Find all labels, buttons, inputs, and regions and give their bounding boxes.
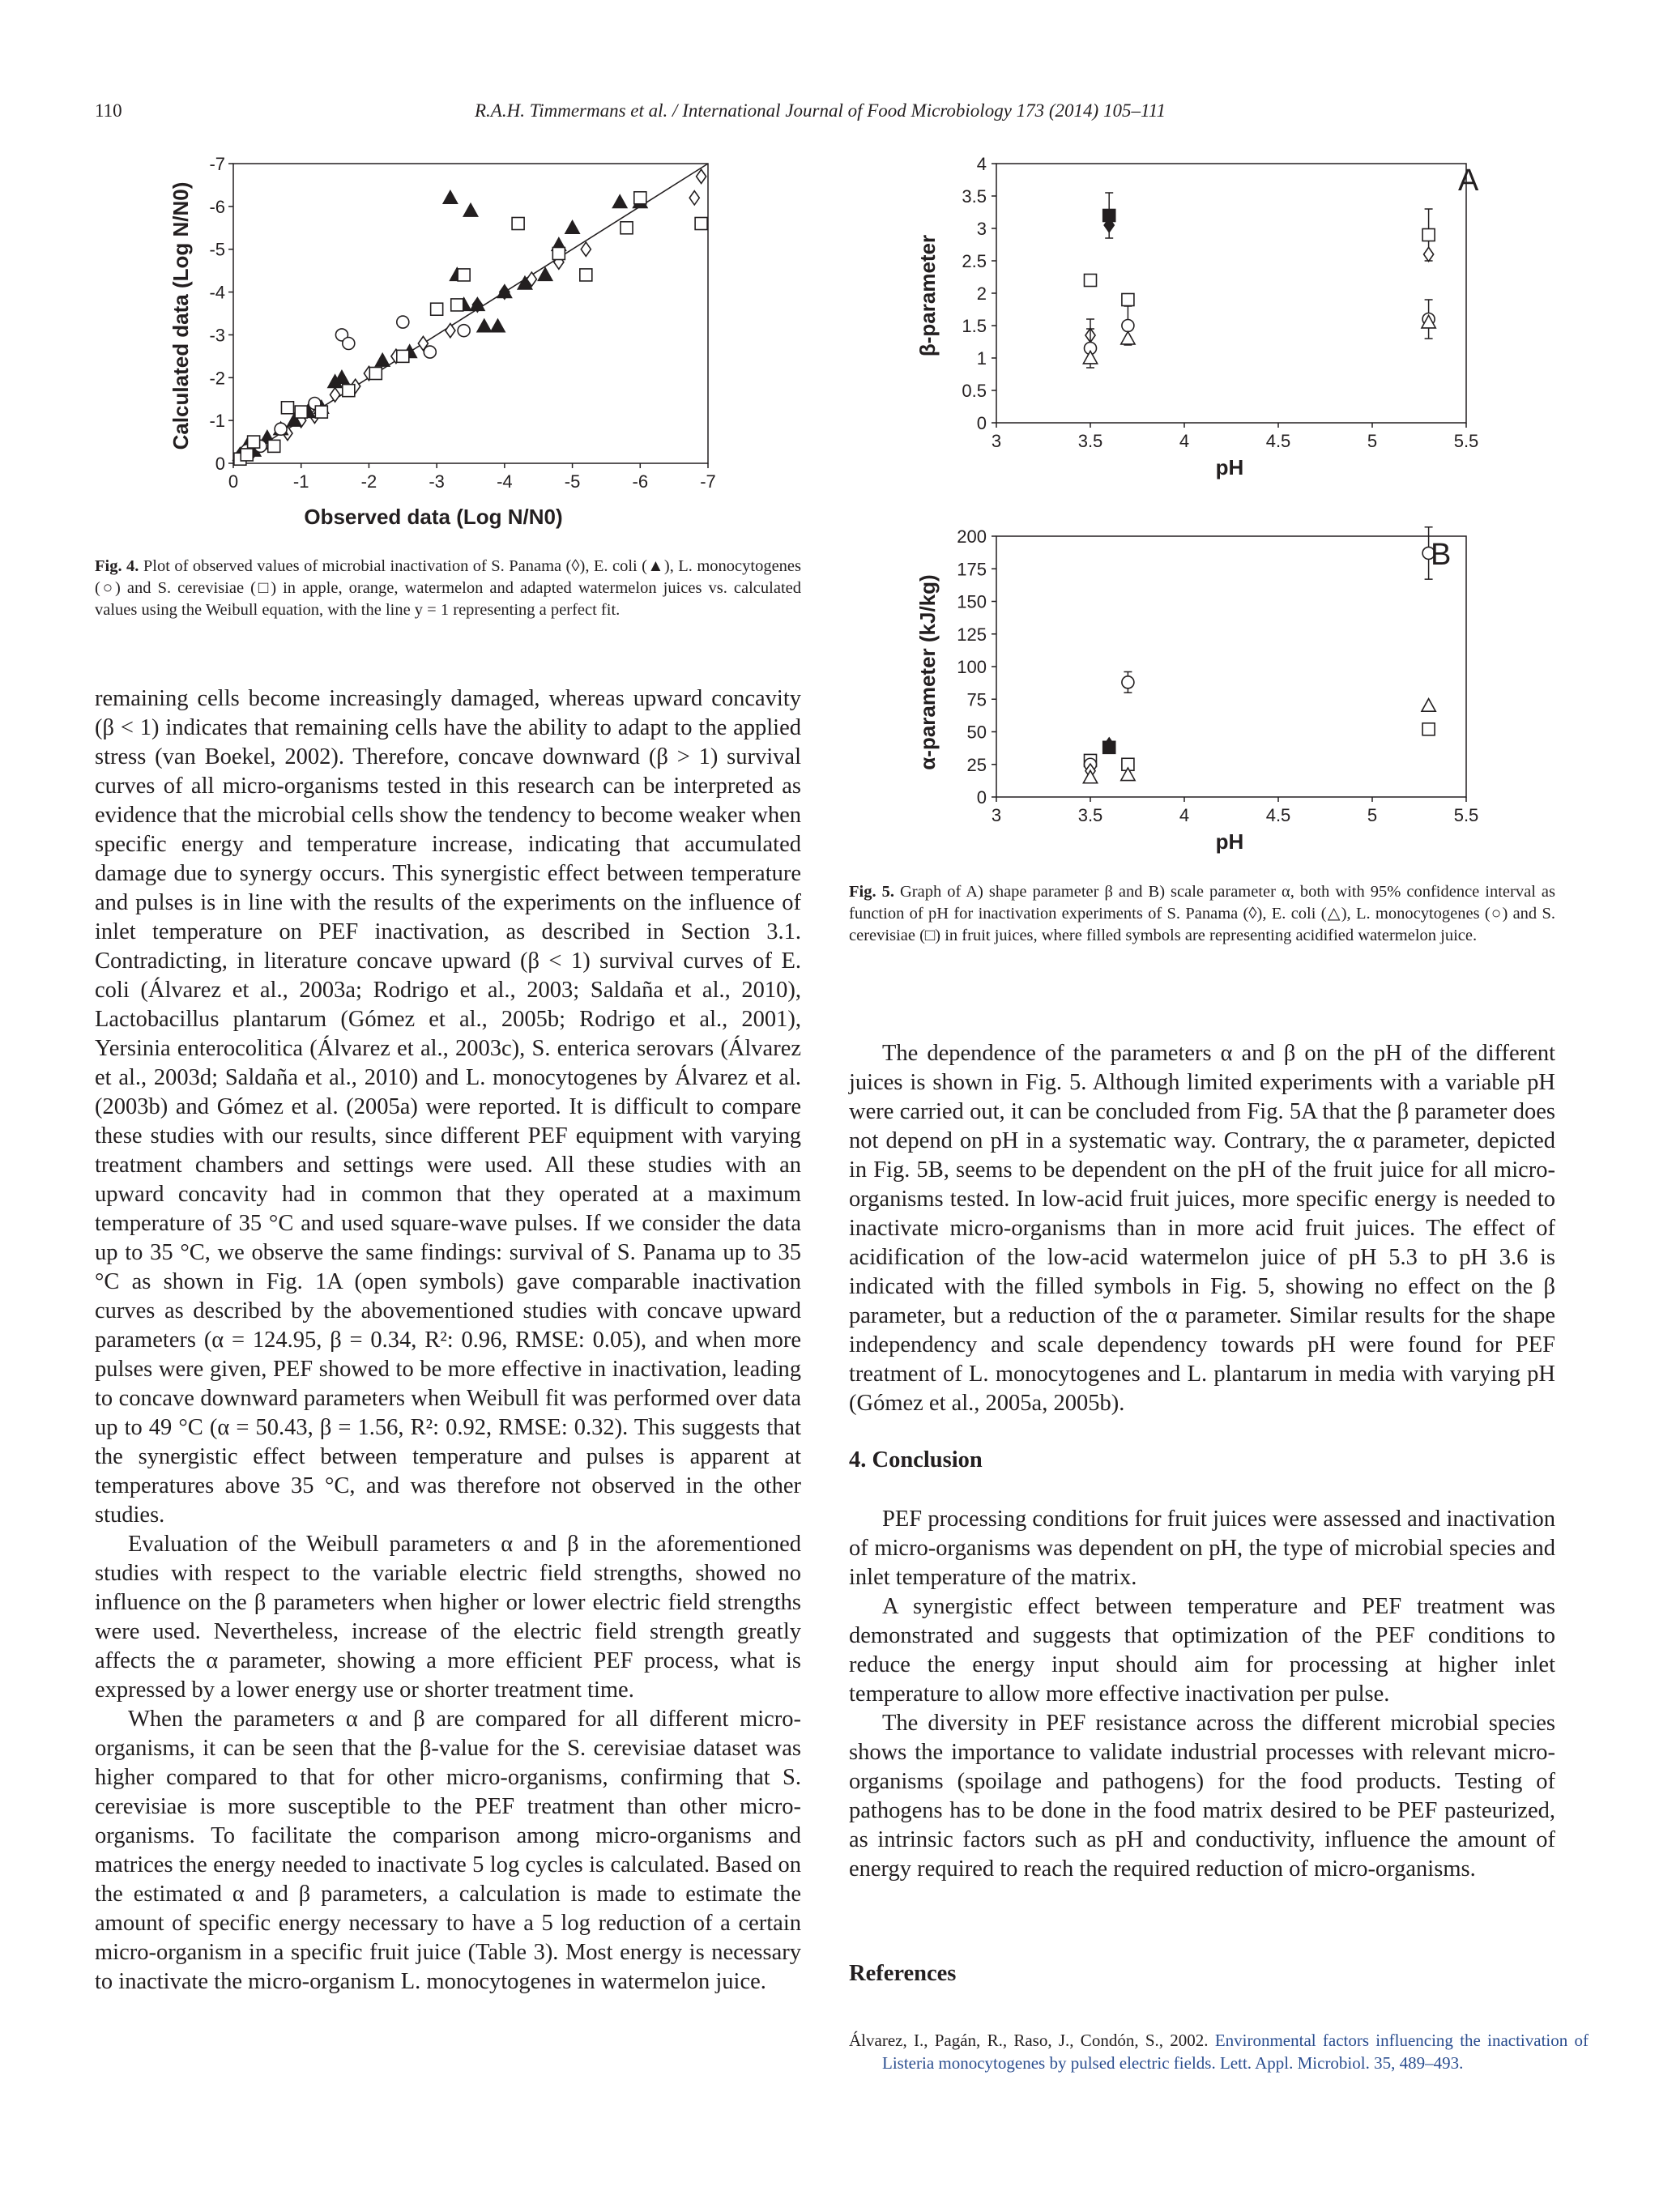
y-tick-label: 4 [976,154,987,174]
y-tick-label: 2 [976,283,987,304]
y-tick-label: -3 [209,325,225,346]
right-paragraph-1: The dependence of the parameters α and β on the pH of the different juices is shown in Fig. 5. Although limited experiments with a variable pH were carried out, it can be concluded from Fig. 5A that the β parameter does not depend on pH in a systematic way. Contrary, the α parameter, depicted in Fig. 5B, seems to be dependent on the pH of the fruit juice for all micro-organisms tested. In low-acid fruit juices, more specific energy is needed to inactivate micro-organisms than in more acid fruit juices. The effect of acidification of the low-acid watermelon juice of pH 5.3 to pH 3.6 is indicated with the filled symbols in Fig. 5, showing no effect on the β parameter, but a reduction of the α parameter. Similar results for the shape independency and scale dependency towards pH were found for PEF treatment of L. monocytogenes and L. plantarum in media with varying pH (Gómez et al., 2005a, 2005b). [849,1041,1555,1416]
left-paragraph-1: remaining cells become increasingly damaged, whereas upward concavity (β < 1) indicates that remaining cells have the ability to adapt to the applied stress (van Boekel, 2002). Therefore, concave downward (β > 1) survival curves of all micro-organisms tested in this research can be interpreted as evidence that the microbial cells show the tendency to become weaker when specific energy and temperature increase, indicating that accumulated damage due to synergy occurs. This synergistic effect between temperature and pulses is in line with the results of the experiments on the influence of inlet temperature on PEF inactivation, as described in Section 3.1. Contradicting, in literature concave upward (β < 1) survival curves of E. coli (Álvarez et al., 2003a; Rodrigo et al., 2003; Saldaña et al., 2010), Lactobacillus plantarum (Gómez et al., 2005b; Rodrigo et al., 2001), Yersinia enterocolitica (Álvarez et al., 2003c), S. enterica serovars (Álvarez et al., 2003d; Saldaña et al., 2010) and L. monocytogenes by Álvarez et al. (2003b) and Gómez et al. (2005a) were reported. It is difficult to compare these studies with our results, since different PEF equipment with varying treatment chambers and settings were used. All these studies with an upward concavity had in common that they operated at a maximum temperature of 35 °C and used square-wave pulses. If we consider the data up to 35 °C, we observe the same findings: survival of S. Panama up to 35 °C as shown in Fig. 1A (open symbols) gave comparable inactivation curves as described by the abovementioned studies with concave upward parameters (α = 124.95, β = 0.34, R²: 0.96, RMSE: 0.05), and when more pulses were given, PEF showed to be more effective in inactivation, leading to concave downward parameters when Weibull fit was performed over data up to 49 °C (α = 50.43, β = 1.56, R²: 0.92, RMSE: 0.32). This suggests that the synergistic effect between temperature and pulses is apparent at temperatures above 35 °C, and was therefore not observed in the other studies. [95,686,801,1528]
data-point [1122,294,1134,306]
data-point [580,269,592,281]
data-point [477,319,491,332]
data-point [695,218,707,230]
data-point [268,440,280,452]
data-point [315,406,327,418]
data-point [331,388,340,402]
y-tick-label: 125 [957,624,987,645]
y-tick-label: 100 [957,657,987,677]
x-tick-label: 4.5 [1265,805,1291,825]
plot-frame [996,536,1466,797]
x-tick-label: 5.5 [1453,805,1479,825]
data-point [281,402,293,414]
data-point [697,169,706,183]
reference-title-link[interactable]: Environmental factors influencing the inactivation of Listeria monocytogenes by pulsed electric fields. Lett. Appl. Microbiol. 35, 489–493. [882,2031,1589,2073]
data-point [613,195,627,208]
conclusion-paragraph-3: The diversity in PEF resistance across the different microbial species shows the importance to validate industrial processes with relevant micro-organisms (spoilage and pathogens) for the food products. Testing of pathogens has to be done in the food matrix desired to be PEF pasteurized, as intrinsic factors such as pH and conductivity, influence the amount of energy required to reach the required reduction of micro-organisms. [849,1711,1555,1882]
x-tick-label: 5.5 [1453,431,1479,451]
y-tick-label: 0 [976,787,987,808]
reference-authors: Álvarez, I., Pagán, R., Raso, J., Condón, S., 2002. [849,2031,1209,2050]
data-point [621,222,633,234]
data-point [689,191,699,205]
y-tick-label: -5 [209,239,225,260]
y-tick-label: 75 [966,689,987,710]
fig4-chart [162,154,745,543]
fig5b-ylabel: α-parameter (kJ/kg) [915,574,940,770]
data-point [335,371,348,384]
plot-frame [996,164,1466,423]
x-tick-label: 3 [991,431,1002,451]
fig5a-panel-label: A [1458,164,1479,198]
left-paragraph-3: When the parameters α and β are compared for all different micro-organisms, it can be seen that the β-value for the S. cerevisiae dataset was higher compared to that for other micro-organisms, confirming that S. cerevisiae is more susceptible to the PEF treatment than other micro-organisms. To facilitate the comparison among micro-organisms and matrices the energy needed to inactivate 5 log cycles is calculated. Based on the estimated α and β parameters, a calculation is made to estimate the amount of specific energy necessary to have a 5 log reduction of a certain micro-organism in a specific fruit juice (Table 3). Most energy is necessary to inactivate the micro-organism L. monocytogenes in watermelon juice. [95,1707,801,1994]
conclusion-body [849,1505,1555,1884]
data-point [295,406,307,418]
x-tick-label: 4 [1179,805,1190,825]
data-point [1422,229,1435,241]
x-tick-label: -6 [632,471,649,492]
y-tick-label: -2 [209,368,225,389]
y-tick-label: -7 [209,154,225,174]
y-tick-label: 200 [957,526,987,547]
fig5b-xlabel: pH [1215,829,1244,854]
fig4-caption-text: Plot of observed values of microbial inactivation of S. Panama (◊), E. coli (▲), L. monocytogenes (○) and S. cerevisiae (□) in apple, orange, watermelon and adapted watermelon juices vs. calculated values using the Weibull equation, with the line y = 1 representing a perfect fit. [95,557,802,619]
data-point [431,303,443,315]
reference-entry [849,2029,1589,2074]
y-tick-label: 3 [976,219,987,239]
data-point [369,368,382,380]
y-tick-label: 0 [976,413,987,433]
x-tick-label: -1 [292,471,309,492]
x-tick-label: 3.5 [1077,805,1103,825]
fig5b-chart [907,518,1507,859]
data-point [1083,351,1097,364]
data-point [634,192,646,204]
y-tick-label: -1 [209,411,225,432]
x-tick-label: -5 [564,471,581,492]
left-paragraph-2: Evaluation of the Weibull parameters α and β in the aforementioned studies with respect to the variable electric field strengths, showed no influence on the β parameters when higher or lower electric field strengths were used. Nevertheless, increase of the electric field strength greatly affects the α parameter, showing a more efficient PEF process, what is expressed by a lower energy use or shorter treatment time. [95,1532,801,1703]
x-tick-label: -2 [360,471,377,492]
left-column [95,684,801,1997]
data-point [424,346,436,358]
fig4-caption [95,556,801,621]
data-point [451,299,463,311]
data-point [443,191,457,204]
fig5b-panel-label: B [1431,538,1452,572]
page-number: 110 [95,100,122,121]
fig5-caption-text: Graph of A) shape parameter β and B) scale parameter α, both with 95% confidence interval as function of pH for inactivation experiments of S. Panama (◊), E. coli (△), L. monocytogenes (○) and S. cerevisiae (□) in fruit juices, where filled symbols are representing acidified watermelon juice. [849,883,1555,944]
data-point [397,350,409,362]
y-tick-label: 25 [966,754,987,775]
x-tick-label: 0 [228,471,239,492]
fig4-xlabel: Observed data (Log N/N0) [304,505,563,529]
conclusion-paragraph-2: A synergistic effect between temperature and PEF treatment was demonstrated and suggests that optimization of the PEF conditions to reduce the energy input should aim for processing at higher inlet temperature to allow more effective inactivation per pulse. [849,1594,1555,1707]
y-tick-label: -6 [209,196,225,217]
fig4-ylabel: Calculated data (Log N/N0) [168,181,193,450]
y-tick-label: 50 [966,722,987,743]
data-point [1422,699,1435,712]
data-point [397,316,409,328]
x-tick-label: 5 [1367,805,1378,825]
data-point [275,423,287,435]
data-point [491,319,505,332]
fig4-caption-label: Fig. 4. [95,557,139,575]
x-tick-label: 4.5 [1265,431,1291,451]
data-point [458,325,470,337]
y-tick-label: 2.5 [962,251,987,271]
data-point [446,324,455,338]
x-tick-label: 5 [1367,431,1378,451]
y-tick-label: 175 [957,559,987,580]
running-header: R.A.H. Timmermans et al. / International Journal of Food Microbiology 173 (2014) 105–111 [475,100,1166,121]
x-tick-label: -4 [497,471,513,492]
x-tick-label: 4 [1179,431,1190,451]
data-point [512,218,524,230]
conclusion-heading: 4. Conclusion [849,1447,983,1473]
fig5-caption-label: Fig. 5. [849,883,894,901]
conclusion-paragraph-1: PEF processing conditions for fruit juices were assessed and inactivation of micro-organisms was dependent on pH, the type of microbial species and inlet temperature of the matrix. [849,1507,1555,1590]
data-point [1422,723,1435,735]
y-tick-label: 150 [957,591,987,612]
x-tick-label: -7 [700,471,716,492]
fig5a-chart [907,154,1507,494]
data-point [565,221,579,234]
x-tick-label: -3 [429,471,445,492]
fig5-caption [849,881,1555,947]
y-tick-label: 0 [215,454,225,474]
data-point [1122,676,1134,688]
data-point [1085,275,1097,287]
y-tick-label: 3.5 [962,186,987,207]
fig5a-xlabel: pH [1215,455,1244,479]
y-tick-label: 1.5 [962,316,987,336]
data-point [1121,331,1135,344]
data-point [463,204,477,217]
y-tick-label: 1 [976,348,987,369]
data-point [241,449,253,461]
x-tick-label: 3 [991,805,1002,825]
data-point [1122,320,1134,332]
data-point [458,269,470,281]
data-point [581,242,591,256]
y-tick-label: 0.5 [962,381,987,401]
data-point [376,354,390,367]
data-point [343,385,355,397]
data-point [552,248,565,260]
x-tick-label: 3.5 [1077,431,1103,451]
data-point [1424,247,1434,261]
data-point [248,436,260,448]
data-point [343,338,355,350]
fig5a-ylabel: β-parameter [915,234,940,357]
y-tick-label: -4 [209,282,225,303]
right-column [849,1039,1555,1418]
references-heading: References [849,1961,957,1986]
data-point [1083,770,1097,783]
